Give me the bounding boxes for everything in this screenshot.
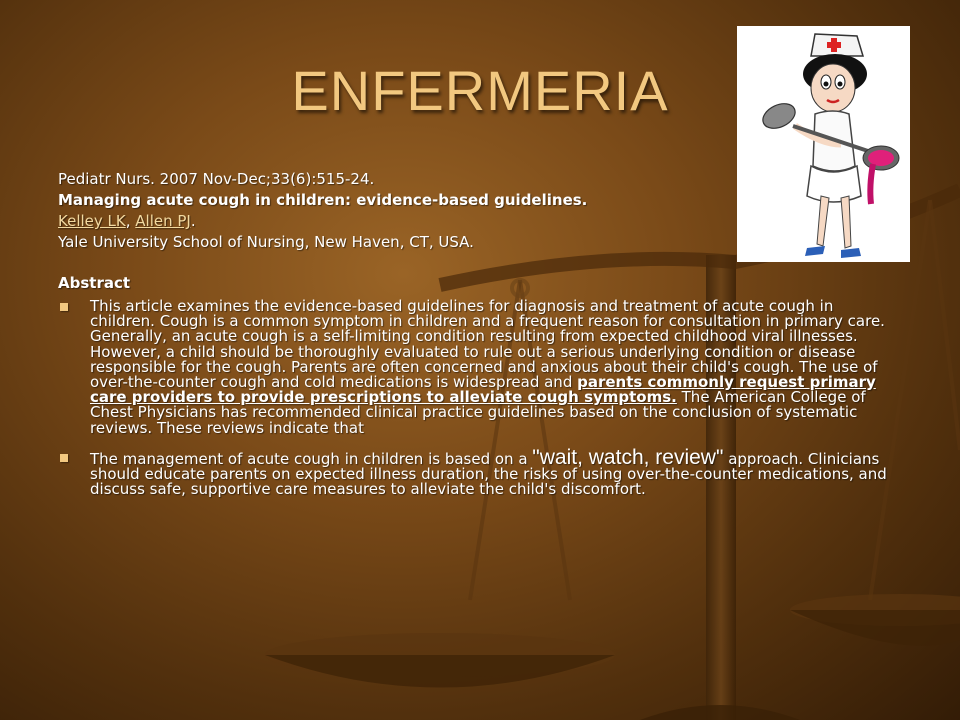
citation-text: Pediatr Nurs. 2007 Nov-Dec;33(6):515-24. [58,170,375,188]
abstract-heading: Abstract [58,274,131,292]
bullet-item [58,445,898,499]
bullet-item [58,299,898,436]
affiliation-text: Yale University School of Nursing, New Haven, CT, USA. [58,233,474,251]
slide-title: ENFERMERIA [291,59,669,122]
article-title: Managing acute cough in children: evidence-based guidelines. [58,191,588,209]
bullet1-text-b: The American College of Chest Physicians has recommended clinical practice guidelines based on the conclusion of systematic reviews. These reviews indicate that [90,388,866,437]
bullet2-quote: "wait, watch, review" [532,445,724,469]
author-link-allen[interactable]: Allen PJ [135,212,191,230]
authors [58,212,898,231]
abstract-content [58,170,898,511]
bullet2-text-b: approach. Clinicians should educate parents on expected illness duration, the risks of using over-the-counter medications, and discuss safe, supportive care measures to alleviate the child's discomfort. [90,449,887,499]
abstract-bullets [58,299,898,497]
bullet1-text-a: This article examines the evidence-based guidelines for diagnosis and treatment of acute cough in children. Cough is a common symptom in children and a frequent reason for consultation in primary care. Generally, an acute cough is a self-limiting condition resulting from expected childhood viral illnesses. However, a child should be thoroughly evaluated to rule out a serious underlying condition or disease responsible for the cough. Parents are often concerned and anxious about their child's cough. The use of over-the-counter cough and cold medications is widespread and [90,297,885,392]
bullet2-text-a: The management of acute cough in children is based on a [90,449,533,468]
author-separator: , [125,212,136,230]
author-link-kelley[interactable]: Kelley LK [58,212,126,230]
bullet1-emphasis: parents commonly request primary care providers to provide prescriptions to alleviate cough symptoms. [90,373,876,407]
author-end: . [190,212,196,230]
